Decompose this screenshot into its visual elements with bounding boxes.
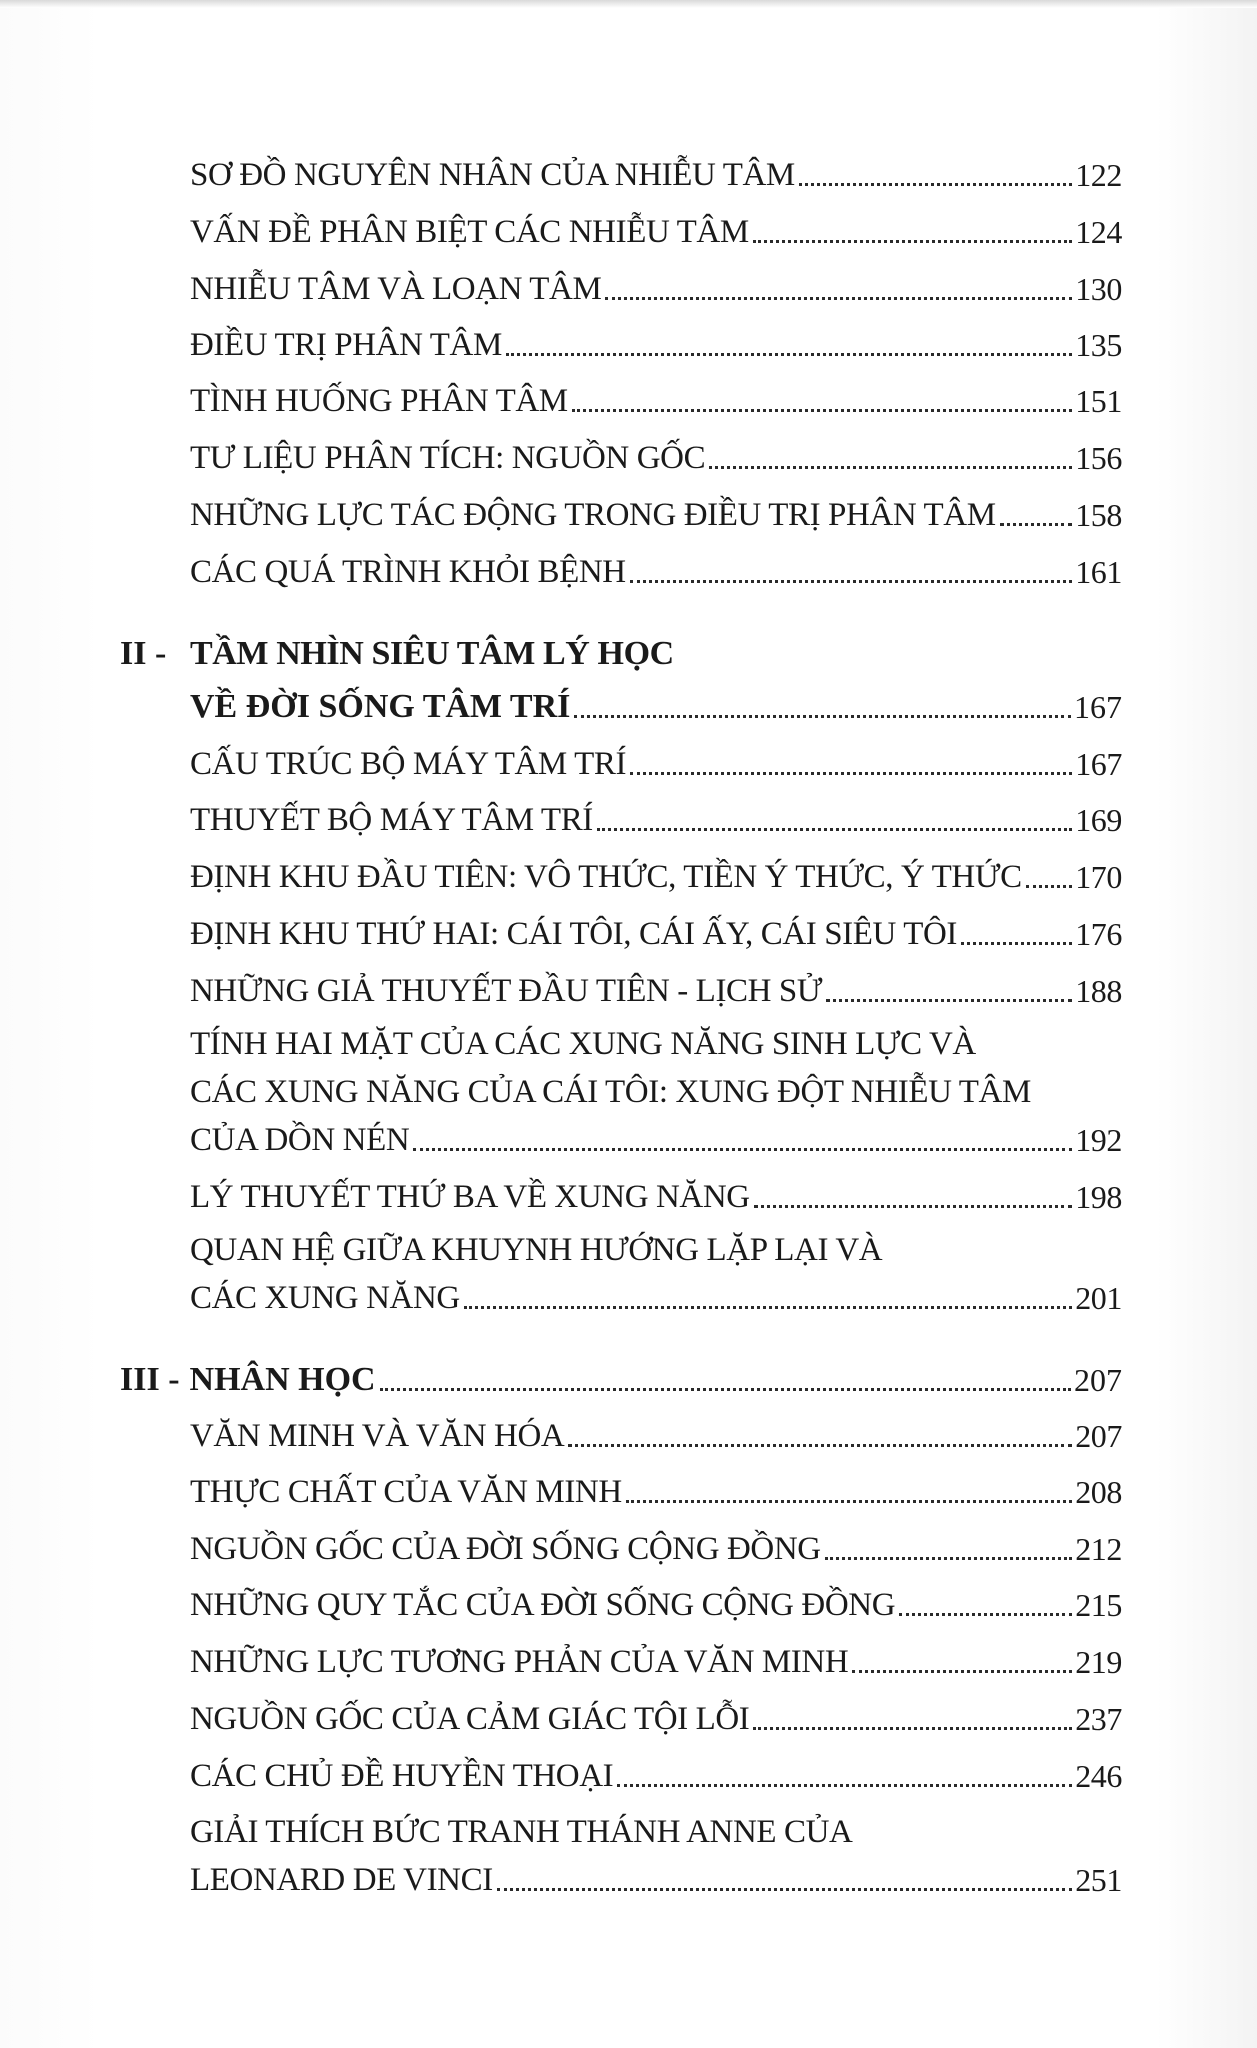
toc-entry — [190, 742, 1122, 786]
toc-entry — [190, 1527, 1122, 1571]
dot-leader — [754, 1205, 1072, 1208]
toc-entry-page: 161 — [1075, 554, 1122, 590]
toc-entry-title: ĐIỀU TRỊ PHÂN TÂM — [190, 327, 502, 363]
dot-leader — [826, 999, 1072, 1002]
toc-entry-title-line: CÁC XUNG NĂNG CỦA CÁI TÔI: XUNG ĐỘT NHIỄU TÂM — [190, 1074, 1031, 1110]
toc-entry — [190, 1276, 1122, 1320]
toc-entry-title: NGUỒN GỐC CỦA ĐỜI SỐNG CỘNG ĐỒNG — [190, 1531, 821, 1567]
toc-entry — [190, 1118, 1122, 1162]
dot-leader — [825, 1557, 1072, 1560]
dot-leader — [630, 580, 1072, 583]
toc-entry — [190, 153, 1122, 197]
toc-entry-title: TÌNH HUỐNG PHÂN TÂM — [190, 383, 568, 419]
toc-entry-title: VĂN MINH VÀ VĂN HÓA — [190, 1418, 565, 1454]
toc-entry-title: ĐỊNH KHU THỨ HAI: CÁI TÔI, CÁI ẤY, CÁI SIÊU TÔI — [190, 916, 957, 952]
toc-entry — [190, 855, 1122, 899]
toc-entry — [190, 969, 1122, 1013]
toc-entry-page: 219 — [1075, 1644, 1122, 1680]
toc-entry-page: 176 — [1075, 916, 1122, 952]
dot-leader — [899, 1613, 1072, 1616]
toc-entry — [190, 912, 1122, 956]
dot-leader — [961, 942, 1072, 945]
toc-entry — [190, 550, 1122, 594]
toc-entry — [190, 267, 1122, 311]
dot-leader — [626, 1500, 1072, 1503]
dot-leader — [572, 409, 1072, 412]
toc-entry-title: NGUỒN GỐC CỦA CẢM GIÁC TỘI LỖI — [190, 1701, 750, 1737]
toc-entry — [190, 1858, 1122, 1902]
page-top-edge — [0, 0, 1257, 8]
dot-leader — [574, 715, 1071, 718]
toc-entry — [190, 1697, 1122, 1741]
toc-entry-page: 207 — [1074, 1362, 1122, 1398]
dot-leader — [597, 828, 1072, 831]
toc-entry-title-line: GIẢI THÍCH BỨC TRANH THÁNH ANNE CỦA — [190, 1814, 853, 1850]
toc-entry — [190, 1414, 1122, 1458]
toc-entry-title: CỦA DỒN NÉN — [190, 1122, 410, 1158]
section-number: II - — [120, 635, 167, 672]
dot-leader — [630, 772, 1072, 775]
toc-entry — [190, 1640, 1122, 1684]
dot-leader — [852, 1670, 1072, 1673]
toc-entry-page: 167 — [1074, 689, 1122, 725]
toc-entry-page: 198 — [1075, 1179, 1122, 1215]
toc-entry-page: 130 — [1075, 271, 1122, 307]
toc-entry-title: THỰC CHẤT CỦA VĂN MINH — [190, 1474, 622, 1510]
toc-entry-title: NHỮNG GIẢ THUYẾT ĐẦU TIÊN - LỊCH SỬ — [190, 973, 823, 1009]
dot-leader — [753, 240, 1072, 243]
toc-entry-title: LÝ THUYẾT THỨ BA VỀ XUNG NĂNG — [190, 1179, 750, 1215]
dot-leader — [413, 1148, 1072, 1151]
section-number: III - — [120, 1361, 180, 1398]
toc-entry-title: NHIỄU TÂM VÀ LOẠN TÂM — [190, 271, 602, 307]
toc-entry-page: 246 — [1075, 1758, 1122, 1794]
toc-entry-title: SƠ ĐỒ NGUYÊN NHÂN CỦA NHIỄU TÂM — [190, 157, 795, 193]
toc-entry-page: 237 — [1075, 1701, 1122, 1737]
section-title: VỀ ĐỜI SỐNG TÂM TRÍ — [190, 688, 571, 725]
toc-entry-title: LEONARD DE VINCI — [190, 1862, 493, 1898]
dot-leader — [605, 297, 1072, 300]
toc-entry — [190, 1583, 1122, 1627]
dot-leader — [506, 353, 1072, 356]
dot-leader — [1000, 523, 1073, 526]
toc-entry-page: 251 — [1075, 1862, 1122, 1898]
dot-leader — [753, 1727, 1072, 1730]
toc-entry — [190, 436, 1122, 480]
dot-leader — [709, 466, 1072, 469]
toc-entry — [190, 1754, 1122, 1798]
dot-leader — [617, 1784, 1072, 1787]
dot-leader — [464, 1306, 1072, 1309]
toc-entry-page: 156 — [1075, 440, 1122, 476]
toc-entry-page: 169 — [1075, 802, 1122, 838]
section-entry — [120, 1358, 1122, 1402]
toc-entry — [190, 1470, 1122, 1514]
toc-entry-page: 208 — [1075, 1474, 1122, 1510]
dot-leader — [497, 1888, 1072, 1891]
toc-entry-title-line: TÍNH HAI MẶT CỦA CÁC XUNG NĂNG SINH LỰC VÀ — [190, 1026, 976, 1062]
toc-entry-title: TƯ LIỆU PHÂN TÍCH: NGUỒN GỐC — [190, 440, 706, 476]
toc-entry — [190, 210, 1122, 254]
toc-entry — [190, 379, 1122, 423]
section-title: TẦM NHÌN SIÊU TÂM LÝ HỌC — [190, 635, 674, 672]
section-title: NHÂN HỌC — [189, 1361, 376, 1398]
toc-entry-page: 207 — [1075, 1418, 1122, 1454]
toc-entry-page: 188 — [1075, 973, 1122, 1009]
toc-entry-title: CÁC CHỦ ĐỀ HUYỀN THOẠI — [190, 1758, 614, 1794]
toc-entry-page: 192 — [1075, 1122, 1122, 1158]
dot-leader — [799, 183, 1072, 186]
toc-entry-title: VẤN ĐỀ PHÂN BIỆT CÁC NHIỄU TÂM — [190, 214, 749, 250]
toc-entry-page: 158 — [1075, 497, 1122, 533]
toc-entry-title: NHỮNG QUY TẮC CỦA ĐỜI SỐNG CỘNG ĐỒNG — [190, 1587, 896, 1623]
toc-entry-page: 167 — [1075, 746, 1122, 782]
dot-leader — [1026, 885, 1073, 888]
toc-entry-title: CÁC XUNG NĂNG — [190, 1280, 460, 1316]
toc-entry-title: ĐỊNH KHU ĐẦU TIÊN: VÔ THỨC, TIỀN Ý THỨC, Ý THỨC — [190, 859, 1022, 895]
toc-entry-title-line: QUAN HỆ GIỮA KHUYNH HƯỚNG LẶP LẠI VÀ — [190, 1232, 883, 1268]
section-title-entry — [190, 685, 1122, 729]
toc-entry-page: 212 — [1075, 1531, 1122, 1567]
toc-entry — [190, 798, 1122, 842]
toc-entry — [190, 1175, 1122, 1219]
toc-entry-title: CẤU TRÚC BỘ MÁY TÂM TRÍ — [190, 746, 627, 782]
toc-entry-title: THUYẾT BỘ MÁY TÂM TRÍ — [190, 802, 593, 838]
toc-entry-page: 170 — [1075, 859, 1122, 895]
toc-entry-title: NHỮNG LỰC TÁC ĐỘNG TRONG ĐIỀU TRỊ PHÂN TÂM — [190, 497, 996, 533]
toc-entry — [190, 493, 1122, 537]
toc-entry-page: 124 — [1075, 214, 1122, 250]
toc-entry-page: 122 — [1075, 157, 1122, 193]
toc-entry-page: 151 — [1075, 383, 1122, 419]
toc-entry-page: 201 — [1075, 1280, 1122, 1316]
toc-entry-title: CÁC QUÁ TRÌNH KHỎI BỆNH — [190, 554, 626, 590]
dot-leader — [380, 1388, 1071, 1391]
toc-entry — [190, 323, 1122, 367]
toc-entry-page: 215 — [1075, 1587, 1122, 1623]
toc-entry-page: 135 — [1075, 327, 1122, 363]
dot-leader — [568, 1444, 1072, 1447]
toc-entry-title: NHỮNG LỰC TƯƠNG PHẢN CỦA VĂN MINH — [190, 1644, 849, 1680]
